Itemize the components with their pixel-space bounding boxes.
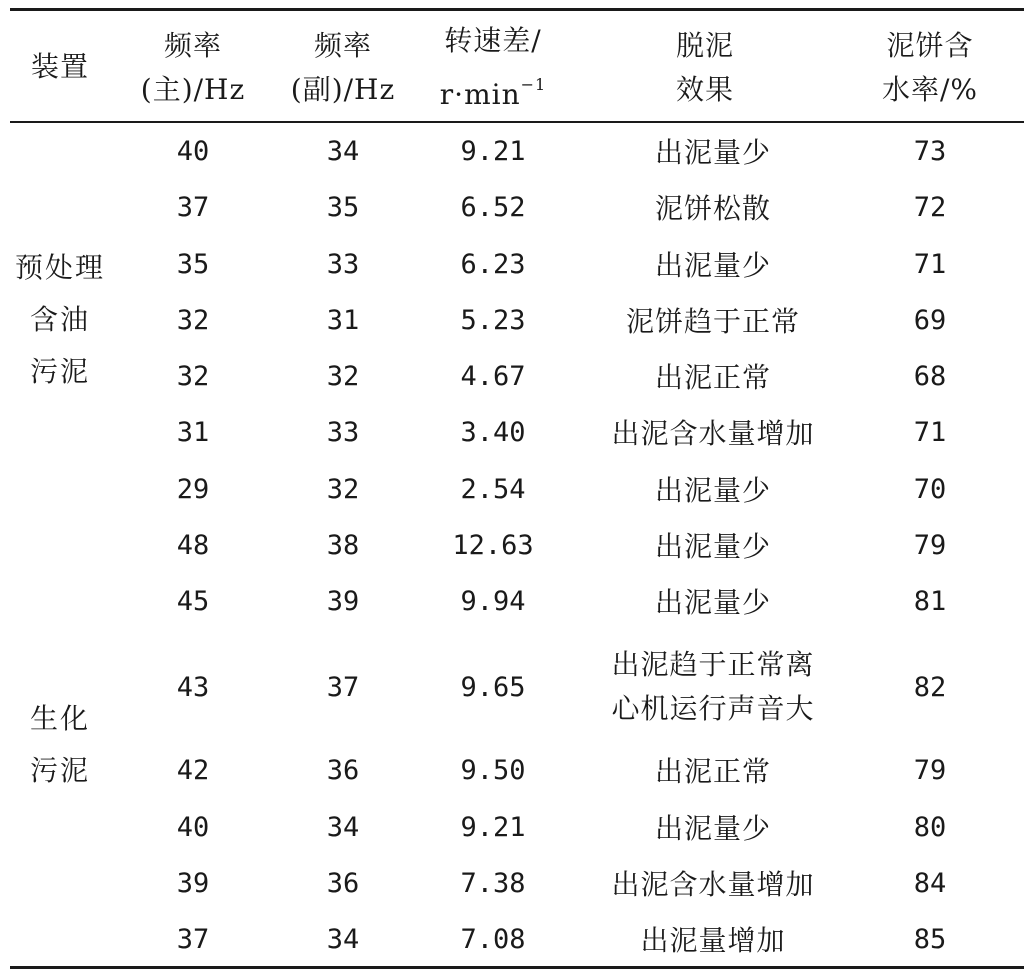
cell-freq-aux: 34 <box>326 923 360 955</box>
header-freq-main <box>118 18 268 118</box>
cell-speed-diff: 9.94 <box>460 585 526 617</box>
cell-moisture: 72 <box>913 191 947 223</box>
header-speed-diff <box>418 18 568 118</box>
cell-freq-main: 43 <box>176 671 210 703</box>
effect-line: 出泥量少 <box>654 530 771 563</box>
cell-effect <box>578 237 848 291</box>
cell-speed-diff: 12.63 <box>452 529 534 561</box>
cell-effect <box>578 180 848 234</box>
cell-effect <box>578 800 848 854</box>
cell-freq-aux: 39 <box>326 585 360 617</box>
cell-freq-main: 42 <box>176 754 210 786</box>
cell-freq-aux: 36 <box>326 754 360 786</box>
cell-effect <box>578 856 848 910</box>
cell-speed-diff: 9.21 <box>460 811 526 843</box>
header-moisture-line2: 水率/% <box>881 73 979 106</box>
cell-effect <box>578 912 848 966</box>
cell-freq-aux: 38 <box>326 529 360 561</box>
effect-line: 出泥正常 <box>654 755 771 788</box>
cell-moisture: 68 <box>913 360 947 392</box>
cell-freq-main: 32 <box>176 304 210 336</box>
cell-freq-aux: 36 <box>326 867 360 899</box>
header-speed-diff-line1: 转速差/ <box>444 24 542 57</box>
effect-line: 出泥量少 <box>654 249 771 282</box>
cell-moisture: 85 <box>913 923 947 955</box>
cell-freq-aux: 34 <box>326 135 360 167</box>
cell-speed-diff: 9.50 <box>460 754 526 786</box>
table-bottom-rule <box>10 966 1024 969</box>
cell-moisture: 82 <box>913 671 947 703</box>
cell-freq-main: 35 <box>176 248 210 280</box>
cell-effect <box>578 293 848 347</box>
group-label-pretreated-oily-sludge <box>10 240 110 400</box>
header-speed-diff-line2-wrap <box>440 63 546 117</box>
header-moisture-line1: 泥饼含 <box>886 29 974 62</box>
header-effect-line1: 脱泥 <box>675 29 734 62</box>
cell-freq-main: 37 <box>176 191 210 223</box>
cell-freq-aux: 31 <box>326 304 360 336</box>
cell-freq-aux: 32 <box>326 473 360 505</box>
cell-moisture: 79 <box>913 529 947 561</box>
cell-freq-main: 40 <box>176 135 210 167</box>
cell-freq-main: 31 <box>176 416 210 448</box>
header-moisture <box>860 18 1000 118</box>
header-speed-diff-line2: r·min <box>439 78 521 111</box>
cell-speed-diff: 9.21 <box>460 135 526 167</box>
cell-freq-main: 48 <box>176 529 210 561</box>
group-label-line: 预处理 <box>14 251 105 284</box>
header-freq-aux-line1: 频率 <box>313 29 372 62</box>
cell-freq-aux: 33 <box>326 416 360 448</box>
cell-freq-main: 37 <box>176 923 210 955</box>
header-device <box>10 14 110 120</box>
cell-moisture: 84 <box>913 867 947 899</box>
header-speed-diff-sup: −1 <box>520 75 547 94</box>
cell-effect <box>578 405 848 459</box>
cell-speed-diff: 7.38 <box>460 867 526 899</box>
header-freq-aux <box>268 18 418 118</box>
cell-speed-diff: 6.23 <box>460 248 526 280</box>
cell-freq-main: 32 <box>176 360 210 392</box>
cell-effect <box>578 637 848 737</box>
cell-freq-main: 29 <box>176 473 210 505</box>
cell-freq-main: 45 <box>176 585 210 617</box>
header-freq-aux-line2: (副)/Hz <box>290 73 396 106</box>
cell-effect <box>578 518 848 572</box>
group-label-line: 污泥 <box>29 754 90 787</box>
header-effect <box>578 18 832 118</box>
cell-effect <box>578 574 848 628</box>
cell-effect <box>578 462 848 516</box>
cell-speed-diff: 9.65 <box>460 671 526 703</box>
header-freq-main-line2: (主)/Hz <box>140 73 246 106</box>
cell-moisture: 70 <box>913 473 947 505</box>
cell-moisture: 79 <box>913 754 947 786</box>
cell-freq-aux: 33 <box>326 248 360 280</box>
cell-freq-aux: 35 <box>326 191 360 223</box>
cell-moisture: 81 <box>913 585 947 617</box>
cell-freq-main: 39 <box>176 867 210 899</box>
cell-speed-diff: 5.23 <box>460 304 526 336</box>
effect-line: 出泥正常 <box>654 361 771 394</box>
effect-line: 泥饼趋于正常 <box>625 305 800 338</box>
cell-speed-diff: 4.67 <box>460 360 526 392</box>
header-freq-main-line1: 频率 <box>163 29 222 62</box>
header-effect-line2: 效果 <box>675 73 734 106</box>
cell-moisture: 73 <box>913 135 947 167</box>
effect-line: 出泥趋于正常离 <box>611 648 815 681</box>
effect-line: 出泥量少 <box>654 586 771 619</box>
effect-line: 出泥量增加 <box>640 924 786 957</box>
cell-moisture: 80 <box>913 811 947 843</box>
cell-effect <box>578 743 848 797</box>
effect-line: 出泥量少 <box>654 136 771 169</box>
group-label-line: 污泥 <box>29 355 90 388</box>
cell-effect <box>578 124 848 178</box>
cell-freq-aux: 32 <box>326 360 360 392</box>
group-label-line: 生化 <box>29 702 90 735</box>
table-header-rule <box>10 121 1024 123</box>
cell-moisture: 71 <box>913 416 947 448</box>
cell-freq-aux: 34 <box>326 811 360 843</box>
cell-effect <box>578 349 848 403</box>
cell-freq-aux: 37 <box>326 671 360 703</box>
table-top-rule <box>10 8 1024 11</box>
effect-line: 出泥含水量增加 <box>611 417 815 450</box>
cell-freq-main: 40 <box>176 811 210 843</box>
cell-moisture: 71 <box>913 248 947 280</box>
effect-line: 出泥量少 <box>654 812 771 845</box>
effect-line: 出泥含水量增加 <box>611 868 815 901</box>
effect-line: 心机运行声音大 <box>611 692 815 725</box>
cell-speed-diff: 3.40 <box>460 416 526 448</box>
cell-speed-diff: 6.52 <box>460 191 526 223</box>
cell-speed-diff: 2.54 <box>460 473 526 505</box>
effect-line: 出泥量少 <box>654 474 771 507</box>
group-label-bio-sludge <box>10 690 110 800</box>
data-table <box>10 0 1024 976</box>
cell-speed-diff: 7.08 <box>460 923 526 955</box>
cell-moisture: 69 <box>913 304 947 336</box>
header-device-label: 装置 <box>30 50 89 83</box>
group-label-line: 含油 <box>29 303 90 336</box>
effect-line: 泥饼松散 <box>654 192 771 225</box>
